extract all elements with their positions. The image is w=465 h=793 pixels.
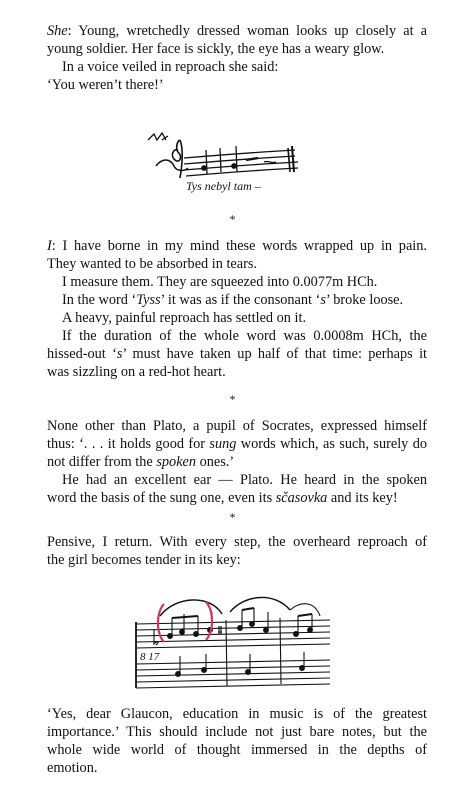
paragraph-line [62, 291, 427, 309]
text-span: thus: ‘. . . it holds good for [47, 436, 210, 452]
paragraph-line: Pensive, I return. With every step, the overheard reproach of [47, 534, 427, 550]
italic-word: sčasovka [275, 490, 328, 506]
speaker-label: I [47, 238, 52, 254]
italic-word: Tyss [136, 292, 161, 308]
italic-word: s [320, 292, 326, 308]
italic-word: sung [209, 436, 237, 452]
paragraph-line: They wanted to be absorbed in tears. [47, 256, 258, 272]
handwritten-notation-figure [140, 128, 315, 198]
paragraph-line: emotion. [47, 760, 98, 776]
text-span: words which, as such, surely do [236, 436, 427, 452]
paragraph-line [47, 435, 427, 453]
speaker-label: She [47, 23, 68, 39]
handwritten-score-figure [130, 590, 335, 690]
italic-word: spoken [156, 454, 197, 470]
paragraph-line [47, 453, 427, 471]
text-span: and its key! [327, 490, 398, 506]
text-span: word the basis of the sung one, even its [47, 490, 276, 506]
paragraph-line: A heavy, painful reproach has settled on it. [62, 310, 307, 326]
paragraph-line [47, 22, 427, 40]
paragraph-line: He had an excellent ear — Plato. He heard in the spoken [62, 472, 427, 488]
paragraph-line [47, 345, 427, 363]
score-marking: 8 17 [140, 651, 160, 663]
text-span: : Young, wretchedly dressed woman looks up closely at a [67, 23, 427, 39]
text-span: hissed-out ‘ [47, 346, 117, 362]
paragraph-line: whole wide world of thought immersed in the depths of [47, 742, 427, 758]
paragraph-line: I measure them. They are squeezed into 0.0077m HCh. [62, 274, 378, 290]
text-span: ’ it was as if the consonant ‘ [160, 292, 321, 308]
paragraph-line: young soldier. Her face is sickly, the eye has a weary glow. [47, 41, 385, 57]
paragraph-line [47, 489, 427, 507]
text-span: ones.’ [196, 454, 235, 470]
paragraph-line: In a voice veiled in reproach she said: [62, 59, 279, 75]
paragraph-line: None other than Plato, a pupil of Socrates, expressed himself [47, 418, 427, 434]
paragraph-line: If the duration of the whole word was 0.0008m HCh, the [62, 328, 427, 344]
section-separator: * [229, 212, 236, 226]
section-separator: * [229, 392, 236, 406]
handwritten-lyrics: Tys nebyl tam – [186, 179, 261, 193]
paragraph-line: the girl becomes tender in its key: [47, 552, 241, 568]
paragraph-line: was sizzling on a red-hot heart. [47, 364, 226, 380]
paragraph-line [47, 237, 427, 255]
section-separator: * [229, 510, 236, 524]
italic-word: s [116, 346, 123, 362]
text-span: ’ broke loose. [325, 292, 404, 308]
paragraph-line: ‘You weren’t there!’ [47, 77, 164, 93]
text-span: ’ must have taken up half of that time: perhaps it [122, 346, 428, 362]
paragraph-line: importance.’ This should include not just bare notes, but the [47, 724, 427, 740]
text-span: not differ from the [47, 454, 157, 470]
text-span: In the word ‘ [62, 292, 137, 308]
text-span: : I have borne in my mind these words wrapped up in pain. [51, 238, 427, 254]
paragraph-line: ‘Yes, dear Glaucon, education in music is of the greatest [47, 706, 427, 722]
